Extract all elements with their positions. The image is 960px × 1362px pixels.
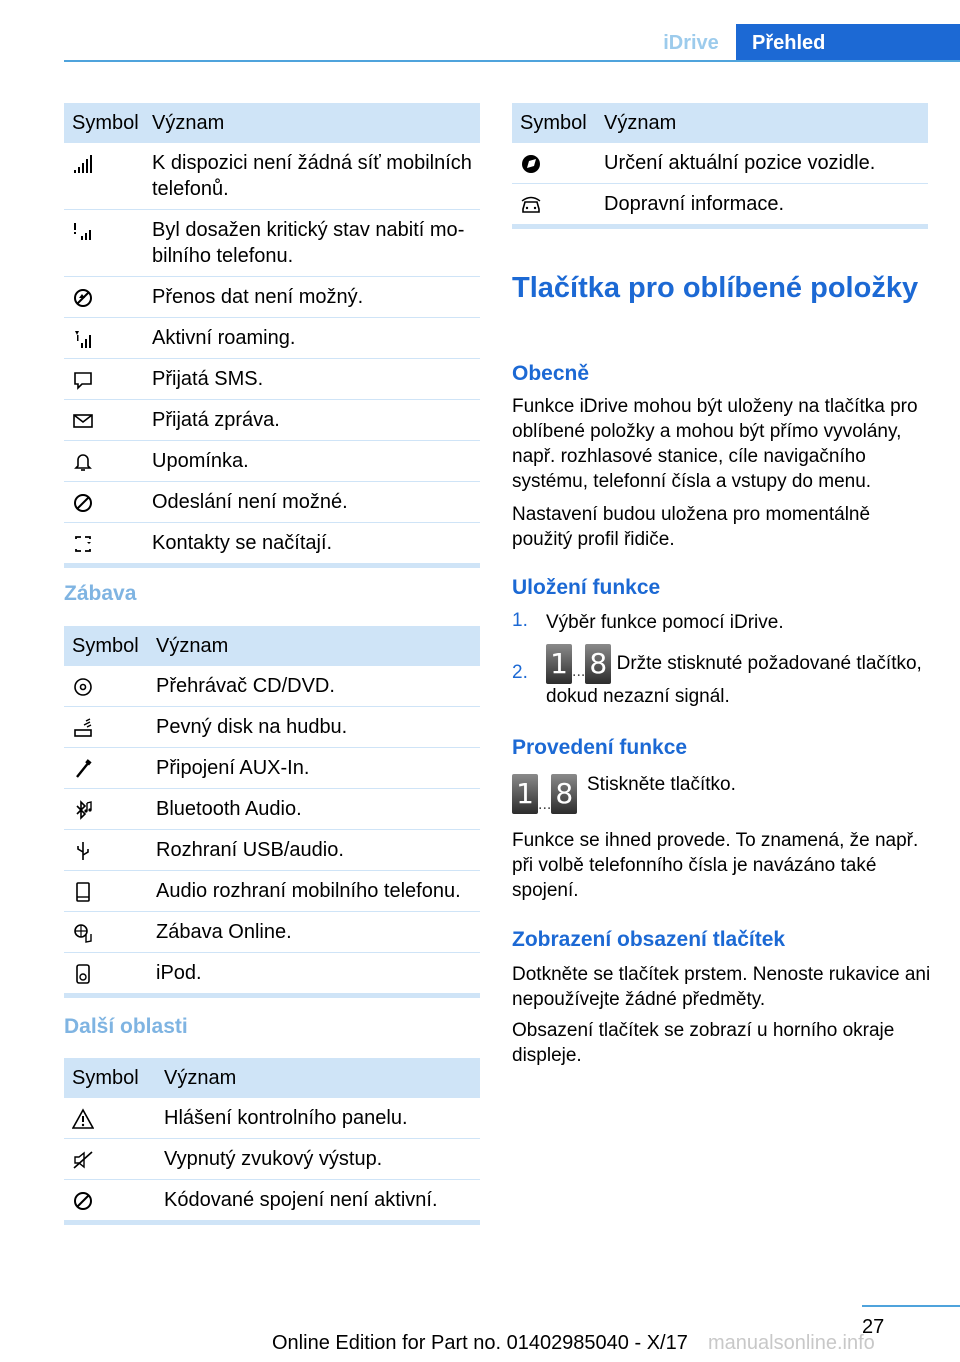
paragraph-zobrazeni-2: Obsazení tlačítek se zobrazí u horního okraje displeje.: [512, 1020, 895, 1066]
column-meaning: Význam: [604, 111, 677, 134]
favorite-key-1-icon: 1: [512, 774, 538, 814]
tab-prehled[interactable]: Přehled: [736, 24, 960, 62]
no-data-icon: [72, 287, 94, 309]
symbol-cell: [512, 184, 604, 224]
table-row: [64, 359, 480, 400]
table-row: [64, 1139, 480, 1180]
meaning-cell: Pevný disk na hudbu.: [156, 716, 348, 738]
page-number: 27: [862, 1316, 885, 1338]
tab-idrive[interactable]: iDrive: [663, 32, 719, 54]
low-battery-signal-icon: [72, 220, 94, 242]
favorite-key-1-icon: 1: [546, 644, 572, 684]
paragraph-provedeni-2: Funkce se ihned provede. To znamená, že např. při volbě telefonního čísla je navázáno také spojení.: [512, 830, 919, 901]
symbol-cell: [64, 359, 152, 399]
no-encryption-icon: [72, 1190, 94, 1212]
table-row: [64, 912, 480, 953]
ipod-icon: [72, 963, 94, 985]
table-row: [512, 184, 928, 224]
bell-icon: [72, 451, 94, 473]
column-symbol: Symbol: [72, 1066, 139, 1089]
table-row: [64, 523, 480, 563]
subheading-obecne: Obecně: [512, 362, 590, 385]
symbol-cell: [64, 789, 156, 829]
meaning-cell: iPod.: [156, 962, 202, 984]
paragraph-obecne-2: Nastavení budou uložena pro momentálně použitý profil řidiče.: [512, 504, 871, 550]
symbol-cell: [64, 748, 156, 788]
table-header: [64, 626, 480, 666]
meaning-cell: Byl dosažen kritický stav nabití mobilního telefonu.: [152, 219, 465, 267]
meaning-cell: Připojení AUX-In.: [156, 757, 310, 779]
step-2: [546, 644, 926, 709]
paragraph-provedeni-1: Stiskněte tlačítko.: [587, 774, 736, 795]
hard-disk-icon: [72, 717, 94, 739]
column-symbol: Symbol: [72, 111, 139, 134]
aux-plug-icon: [72, 758, 94, 780]
symbol-cell: [64, 143, 152, 209]
step-2-text: Držte stisknuté požadované tlačítko, dokud nezazní signál.: [546, 653, 922, 707]
meaning-cell: Přehrávač CD/DVD.: [156, 675, 335, 697]
contacts-loading-icon: [72, 533, 94, 555]
table-row: [64, 830, 480, 871]
section-title-dalsi: Další oblasti: [64, 1015, 188, 1038]
table-row: [64, 953, 480, 993]
symbol-cell: [64, 441, 152, 481]
table-row: [64, 482, 480, 523]
favorite-key-8-icon: 8: [585, 644, 611, 684]
paragraph-obecne-1: Funkce iDrive mohou být uloženy na tlačítka pro oblíbené položky a mohou být přímo vyvolány, např. rozhlasové stanice, cíle navigačního systému, telefonní čísla a vstupy do menu.: [512, 396, 918, 492]
table-row: [64, 318, 480, 359]
signal-bars-icon: [72, 153, 94, 175]
table-row: [64, 210, 480, 277]
table-row: [64, 1098, 480, 1139]
meaning-cell: Audio rozhraní mobilního telefonu.: [156, 880, 461, 902]
online-icon: [72, 922, 94, 944]
meaning-cell: Upomínka.: [152, 450, 249, 472]
meaning-cell: Aktivní roaming.: [152, 327, 296, 349]
meaning-cell: Hlášení kontrolního panelu.: [164, 1107, 408, 1129]
table-row: [64, 707, 480, 748]
meaning-cell: Rozhraní USB/audio.: [156, 839, 344, 861]
table-row: [64, 143, 480, 210]
table-row: [64, 441, 480, 482]
table-row: [512, 143, 928, 184]
section-heading-favorites: Tlačítka pro oblíbené položky: [512, 272, 919, 304]
column-meaning: Význam: [152, 111, 225, 134]
table-row: [64, 666, 480, 707]
favorite-key-8-icon: 8: [551, 774, 577, 814]
symbol-cell: [64, 523, 152, 563]
meaning-cell: Přijatá zpráva.: [152, 409, 280, 431]
status-symbols-table: [64, 103, 480, 568]
traffic-info-icon: [520, 194, 542, 216]
table-row: [64, 1180, 480, 1220]
table-row: [64, 400, 480, 441]
usb-icon: [72, 840, 94, 862]
meaning-cell: Vypnutý zvukový výstup.: [164, 1148, 383, 1170]
step-1-text: Výběr funkce pomocí iDrive.: [546, 612, 784, 633]
meaning-cell: Přijatá SMS.: [152, 368, 264, 390]
section-title-zabava: Zábava: [64, 582, 137, 605]
meaning-cell: Kódované spojení není aktivní.: [164, 1189, 438, 1211]
symbol-cell: [64, 318, 152, 358]
key-range-dots: ...: [572, 663, 586, 680]
table-header: [64, 103, 480, 143]
position-arrow-icon: [520, 153, 542, 175]
meaning-cell: Dopravní informace.: [604, 193, 785, 215]
symbol-cell: [64, 400, 152, 440]
symbol-cell: [64, 1098, 164, 1138]
phone-icon: [72, 881, 94, 903]
header-divider: [64, 60, 960, 62]
subheading-ulozeni: Uložení funkce: [512, 576, 661, 599]
other-symbols-table: [64, 1058, 480, 1225]
disc-icon: [72, 676, 94, 698]
symbol-cell: [64, 1139, 164, 1179]
subheading-provedeni: Provedení funkce: [512, 736, 688, 759]
meaning-cell: Přenos dat není možný.: [152, 286, 364, 308]
symbol-cell: [64, 482, 152, 522]
meaning-cell: Určení aktuální pozice vozidle.: [604, 152, 876, 174]
edition-note: Online Edition for Part no. 01402985040 - X/17: [272, 1332, 688, 1354]
column-meaning: Význam: [156, 634, 229, 657]
watermark: manualsonline.info: [708, 1332, 875, 1354]
symbol-cell: [64, 871, 156, 911]
symbol-cell: [64, 277, 152, 317]
warning-icon: [72, 1108, 94, 1130]
table-row: [64, 871, 480, 912]
paragraph-zobrazeni-1: Dotkněte se tlačítek prstem. Nenoste rukavice ani nepoužívejte žádné předměty.: [512, 964, 931, 1010]
mute-icon: [72, 1149, 94, 1171]
symbol-cell: [64, 666, 156, 706]
meaning-cell: Odeslání není možné.: [152, 491, 348, 513]
symbol-cell: [64, 707, 156, 747]
sms-icon: [72, 369, 94, 391]
favorite-keys-image: [512, 774, 577, 814]
bluetooth-audio-icon: [72, 799, 94, 821]
step-1-number: 1.: [512, 610, 528, 631]
footer-divider: [862, 1305, 960, 1307]
symbol-cell: [64, 912, 156, 952]
subheading-zobrazeni: Zobrazení obsazení tlačítek: [512, 928, 786, 951]
column-meaning: Význam: [164, 1066, 237, 1089]
symbol-cell: [64, 210, 152, 276]
meaning-cell: K dispozici není žádná síť mobilních telefonů.: [152, 152, 472, 200]
meaning-cell: Bluetooth Audio.: [156, 798, 302, 820]
symbol-cell: [64, 953, 156, 993]
symbol-cell: [64, 830, 156, 870]
table-row: [64, 789, 480, 830]
symbol-cell: [64, 1180, 164, 1220]
meaning-cell: Kontakty se načítají.: [152, 532, 333, 554]
column-symbol: Symbol: [72, 634, 139, 657]
no-send-icon: [72, 492, 94, 514]
envelope-icon: [72, 410, 94, 432]
table-header: [64, 1058, 480, 1098]
table-row: [64, 748, 480, 789]
symbol-cell: [512, 143, 604, 183]
table-row: [64, 277, 480, 318]
entertainment-symbols-table: [64, 626, 480, 998]
roaming-icon: [72, 328, 94, 350]
meaning-cell: Zábava Online.: [156, 921, 292, 943]
column-symbol: Symbol: [520, 111, 587, 134]
key-range-dots: ...: [538, 796, 552, 813]
step-2-number: 2.: [512, 662, 528, 683]
table-header: [512, 103, 928, 143]
navigation-symbols-table: [512, 103, 928, 229]
